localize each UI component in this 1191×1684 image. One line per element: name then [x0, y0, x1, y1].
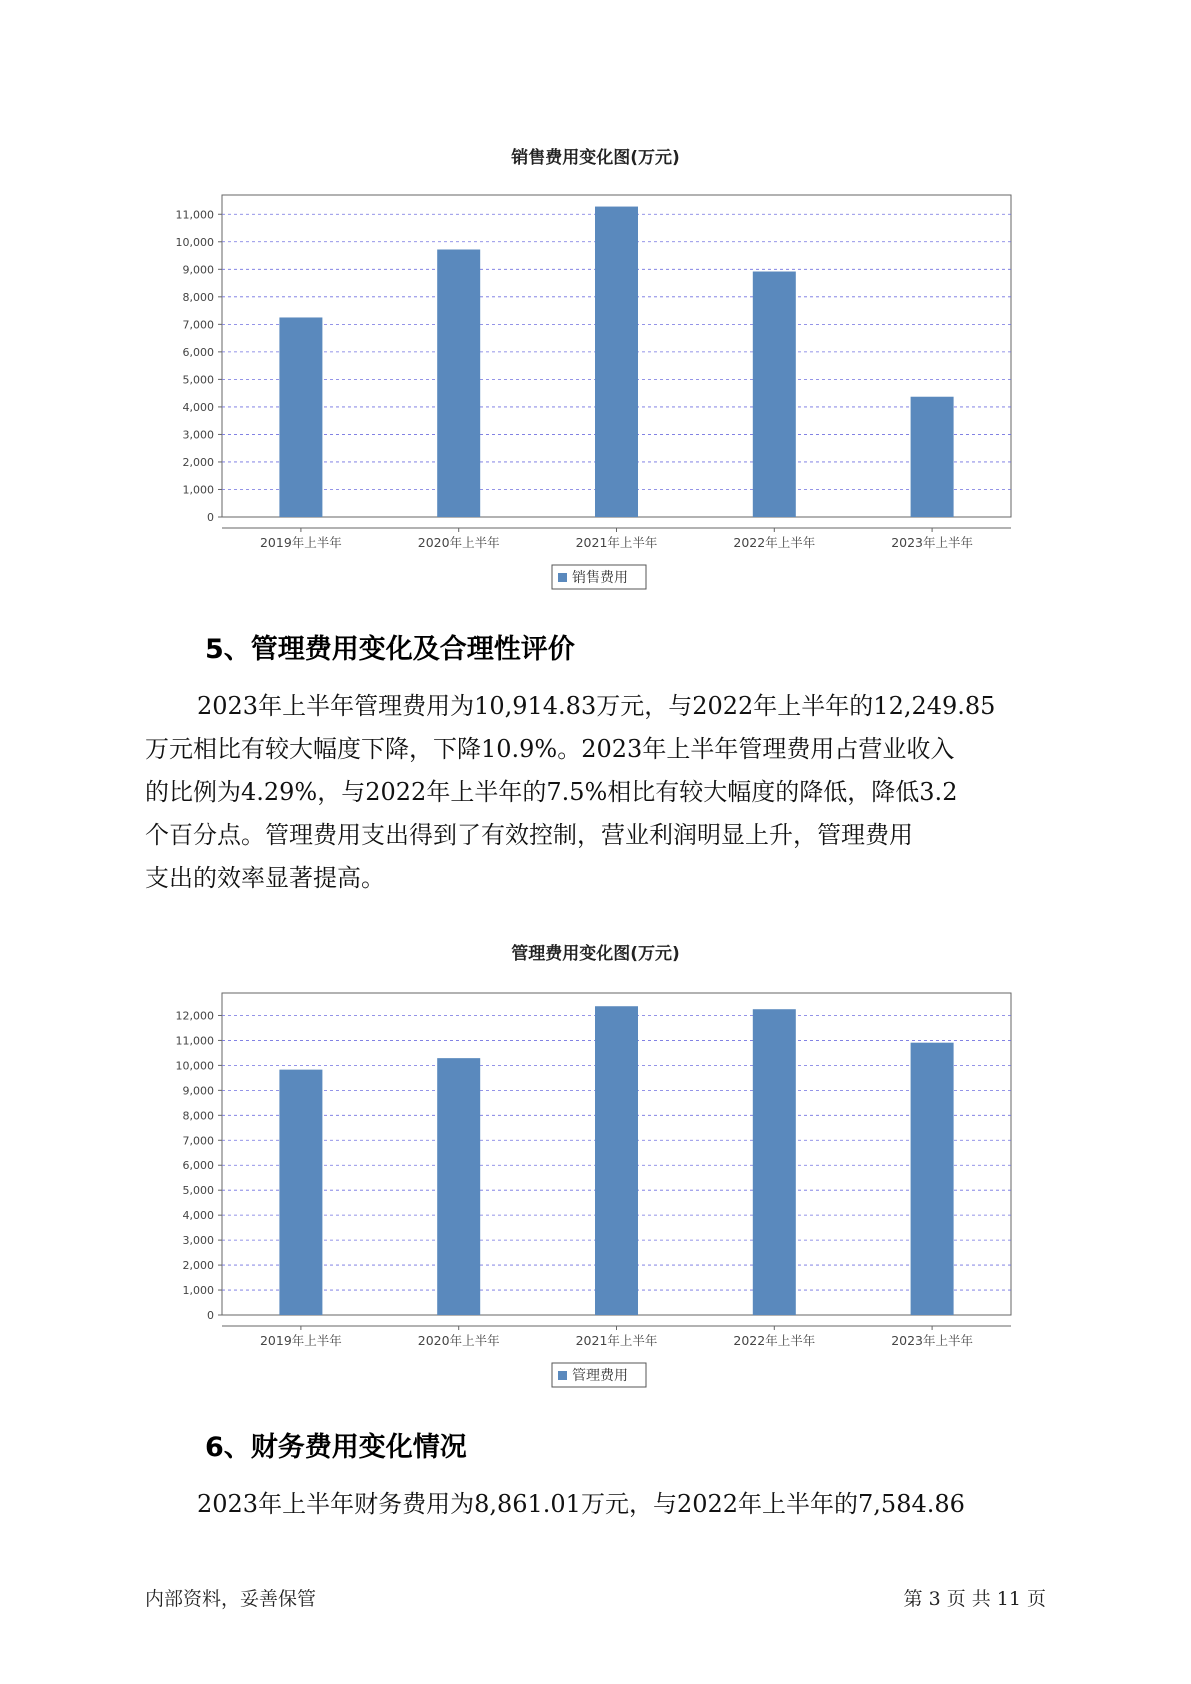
sales-expense-chart	[0, 170, 1191, 600]
x-tick-label: 2019年上半年	[259, 1333, 342, 1348]
x-tick-label: 2019年上半年	[259, 535, 342, 550]
y-tick-label: 5,000	[182, 1184, 214, 1198]
paragraph-line: 支出的效率显著提高。	[145, 864, 385, 892]
y-tick-label: 7,000	[182, 318, 214, 332]
section-paragraph	[145, 1483, 1075, 1526]
legend-swatch	[558, 1371, 567, 1380]
y-tick-label: 2,000	[182, 1259, 214, 1273]
bar	[437, 1058, 480, 1315]
y-tick-label: 5,000	[182, 373, 214, 387]
section-heading: 6、财务费用变化情况	[205, 1432, 467, 1463]
x-tick-label: 2023年上半年	[891, 535, 974, 550]
y-tick-label: 11,000	[175, 208, 214, 222]
y-tick-label: 3,000	[182, 1234, 214, 1248]
section-heading: 5、管理费用变化及合理性评价	[205, 634, 575, 665]
footer-page-number: 第 3 页 共 11 页	[903, 1588, 1046, 1610]
y-tick-label: 11,000	[175, 1034, 214, 1048]
y-tick-label: 10,000	[175, 1059, 214, 1073]
y-tick-label: 3,000	[182, 428, 214, 442]
y-tick-label: 8,000	[182, 1109, 214, 1123]
legend-label: 管理费用	[572, 1368, 628, 1384]
legend-label: 销售费用	[572, 570, 628, 586]
y-tick-label: 1,000	[182, 483, 214, 497]
bar	[753, 272, 796, 517]
x-tick-label: 2022年上半年	[733, 535, 816, 550]
y-tick-label: 9,000	[182, 1084, 214, 1098]
y-tick-label: 10,000	[175, 235, 214, 249]
bar	[595, 1006, 638, 1315]
x-tick-label: 2021年上半年	[575, 535, 658, 550]
x-tick-label: 2020年上半年	[417, 1333, 500, 1348]
paragraph-line: 2023年上半年财务费用为8,861.01万元，与2022年上半年的7,584.86	[197, 1490, 965, 1518]
y-tick-label: 7,000	[182, 1134, 214, 1148]
paragraph-line: 2023年上半年管理费用为10,914.83万元，与2022年上半年的12,249.85	[197, 692, 996, 720]
y-tick-label: 0	[207, 511, 214, 524]
y-tick-label: 4,000	[182, 1209, 214, 1223]
bar	[595, 207, 638, 517]
y-tick-label: 2,000	[182, 455, 214, 469]
y-tick-label: 9,000	[182, 263, 214, 277]
y-tick-label: 1,000	[182, 1284, 214, 1298]
bar	[437, 249, 480, 517]
y-tick-label: 6,000	[182, 1159, 214, 1173]
x-tick-label: 2020年上半年	[417, 535, 500, 550]
bar	[753, 1009, 796, 1315]
chart-title: 销售费用变化图(万元)	[511, 148, 680, 168]
section-paragraph	[145, 685, 1075, 900]
x-tick-label: 2023年上半年	[891, 1333, 974, 1348]
bar	[911, 1043, 954, 1315]
bar	[279, 317, 322, 517]
x-tick-label: 2021年上半年	[575, 1333, 658, 1348]
paragraph-line: 个百分点。管理费用支出得到了有效控制，营业利润明显上升，管理费用	[145, 821, 913, 849]
bar	[911, 397, 954, 517]
paragraph-line: 的比例为4.29%，与2022年上半年的7.5%相比有较大幅度的降低，降低3.2	[145, 778, 958, 806]
bar	[279, 1070, 322, 1315]
chart-title: 管理费用变化图(万元)	[511, 944, 680, 964]
admin-expense-chart	[0, 968, 1191, 1398]
y-tick-label: 12,000	[175, 1009, 214, 1023]
legend-swatch	[558, 573, 567, 582]
y-tick-label: 4,000	[182, 400, 214, 414]
x-tick-label: 2022年上半年	[733, 1333, 816, 1348]
y-tick-label: 0	[207, 1309, 214, 1322]
y-tick-label: 8,000	[182, 290, 214, 304]
footer-confidential-note: 内部资料，妥善保管	[145, 1588, 317, 1610]
y-tick-label: 6,000	[182, 345, 214, 359]
paragraph-line: 万元相比有较大幅度下降，下降10.9%。2023年上半年管理费用占营业收入	[145, 735, 955, 763]
